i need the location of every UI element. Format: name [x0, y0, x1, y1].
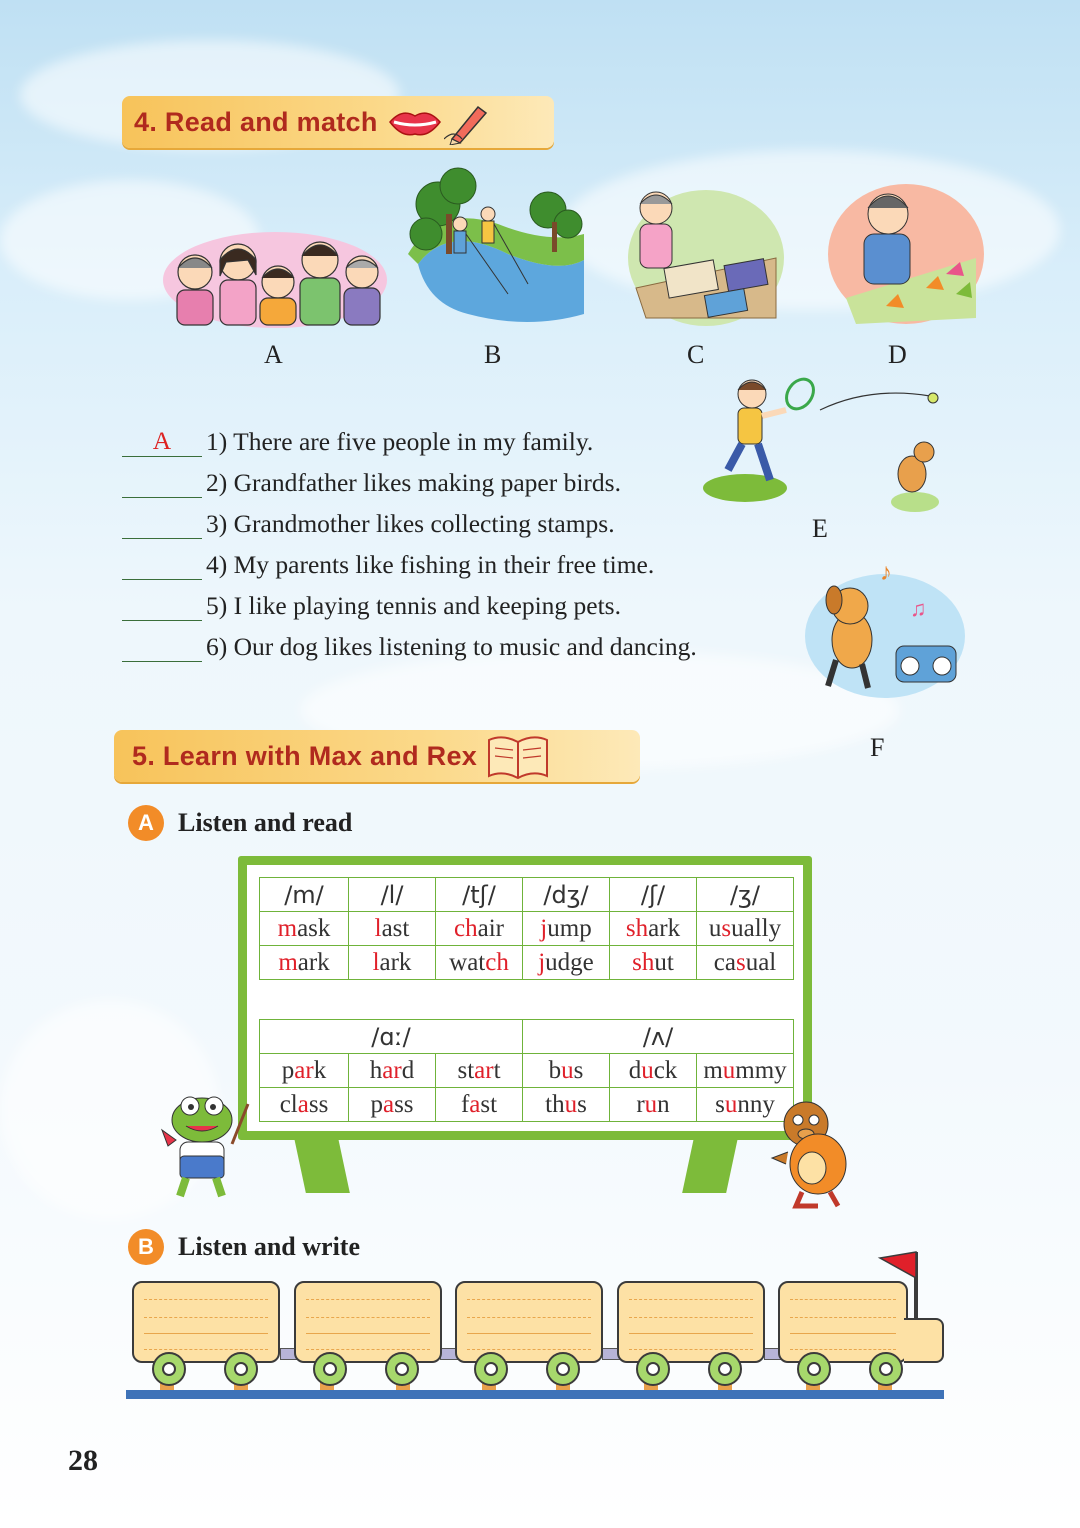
- lips-icon: [386, 104, 444, 140]
- match-text-5: 5) I like playing tennis and keeping pets.: [206, 591, 621, 620]
- flag-icon: [876, 1248, 928, 1318]
- picture-label-b: B: [484, 340, 502, 369]
- match-item-5: [122, 590, 621, 621]
- train-wheel: [385, 1352, 419, 1386]
- symbol-long-a: /ɑː/: [260, 1020, 523, 1054]
- picture-f-dancing-dog: [800, 560, 970, 700]
- word-casual: casual: [697, 946, 794, 980]
- part-b-heading: [128, 1229, 360, 1265]
- word-jump: jump: [523, 912, 610, 946]
- word-bus: bus: [523, 1054, 610, 1088]
- word-fast: fast: [436, 1088, 523, 1122]
- match-text-6: 6) Our dog likes listening to music and dancing.: [206, 632, 697, 661]
- match-item-6: [122, 631, 697, 662]
- word-watch: watch: [436, 946, 523, 980]
- word-mark: mark: [260, 946, 349, 980]
- match-item-1: [122, 426, 593, 457]
- part-b-title: Listen and write: [178, 1232, 360, 1261]
- word-thus: thus: [523, 1088, 610, 1122]
- match-item-2: [122, 467, 621, 498]
- answer-blank-4[interactable]: [122, 549, 202, 580]
- word-sunny: sunny: [697, 1088, 794, 1122]
- symbol-zh: /ʒ/: [697, 878, 794, 912]
- picture-label-a: A: [264, 340, 283, 369]
- picture-e-tennis-dog: [700, 372, 950, 517]
- word-lark: lark: [349, 946, 436, 980]
- section-5-banner: [114, 730, 640, 782]
- answer-blank-6[interactable]: [122, 631, 202, 662]
- word-shut: shut: [610, 946, 697, 980]
- word-shark: shark: [610, 912, 697, 946]
- word-pass: pass: [349, 1088, 436, 1122]
- picture-label-c: C: [687, 340, 705, 369]
- train-wheel: [797, 1352, 831, 1386]
- train-wheel: [869, 1352, 903, 1386]
- section-4-title: 4. Read and match: [134, 106, 378, 137]
- consonant-table: [259, 877, 794, 980]
- word-start: start: [436, 1054, 523, 1088]
- svg-text:♫: ♫: [910, 596, 927, 621]
- board-leg-left: [294, 1138, 350, 1193]
- pencil-icon: [444, 99, 490, 145]
- symbol-l: /l/: [349, 878, 436, 912]
- train-car-writing-2[interactable]: [294, 1281, 442, 1363]
- part-a-title: Listen and read: [178, 808, 353, 837]
- train-wheel: [313, 1352, 347, 1386]
- match-text-2: 2) Grandfather likes making paper birds.: [206, 468, 621, 497]
- picture-label-d: D: [888, 340, 907, 369]
- picture-b-fishing: [408, 164, 588, 328]
- symbol-short-u: /ʌ/: [523, 1020, 794, 1054]
- word-chair: chair: [436, 912, 523, 946]
- answer-blank-3[interactable]: [122, 508, 202, 539]
- answer-blank-5[interactable]: [122, 590, 202, 621]
- train-track: [126, 1390, 944, 1399]
- phonics-board: [238, 856, 812, 1140]
- picture-c-stamps: [626, 178, 786, 328]
- match-text-1: 1) There are five people in my family.: [206, 427, 594, 456]
- part-b-badge: B: [128, 1229, 164, 1265]
- section-4-banner: [122, 96, 554, 148]
- train-car-writing-3[interactable]: [455, 1281, 603, 1363]
- train-wheel: [224, 1352, 258, 1386]
- board-leg-right: [682, 1138, 738, 1193]
- symbol-m: /m/: [260, 878, 349, 912]
- word-mummy: mummy: [697, 1054, 794, 1088]
- word-duck: duck: [610, 1054, 697, 1088]
- train-wheel: [636, 1352, 670, 1386]
- word-mask: mask: [260, 912, 349, 946]
- picture-label-e: E: [812, 514, 828, 543]
- word-usually: usually: [697, 912, 794, 946]
- vowel-table: [259, 1019, 794, 1122]
- train-car-writing-1[interactable]: [132, 1281, 280, 1363]
- match-item-4: [122, 549, 654, 580]
- train-wheel: [152, 1352, 186, 1386]
- picture-label-f: F: [870, 733, 885, 762]
- word-class: class: [260, 1088, 349, 1122]
- match-text-4: 4) My parents like fishing in their free time.: [206, 550, 655, 579]
- match-text-3: 3) Grandmother likes collecting stamps.: [206, 509, 615, 538]
- answer-blank-2[interactable]: [122, 467, 202, 498]
- train-wheel: [474, 1352, 508, 1386]
- page-number: 28: [68, 1444, 98, 1477]
- picture-d-paper-birds: [826, 178, 986, 328]
- part-a-badge: A: [128, 805, 164, 841]
- train-engine-nose: [904, 1318, 944, 1363]
- symbol-sh: /ʃ/: [610, 878, 697, 912]
- rex-character: [766, 1098, 858, 1210]
- word-park: park: [260, 1054, 349, 1088]
- symbol-tsh: /tʃ/: [436, 878, 523, 912]
- book-icon: [485, 730, 551, 782]
- max-frog-character: [156, 1090, 252, 1202]
- picture-a-family: [160, 220, 390, 330]
- word-judge: judge: [523, 946, 610, 980]
- part-a-heading: [128, 805, 352, 841]
- train-wheel: [708, 1352, 742, 1386]
- word-last: last: [349, 912, 436, 946]
- symbol-dzh: /dʒ/: [523, 878, 610, 912]
- answer-blank-1[interactable]: A: [122, 426, 202, 457]
- word-hard: hard: [349, 1054, 436, 1088]
- svg-text:♪: ♪: [880, 560, 892, 586]
- train-car-writing-4[interactable]: [617, 1281, 765, 1363]
- word-run: run: [610, 1088, 697, 1122]
- match-item-3: [122, 508, 615, 539]
- section-5-title: 5. Learn with Max and Rex: [132, 740, 478, 771]
- train-wheel: [546, 1352, 580, 1386]
